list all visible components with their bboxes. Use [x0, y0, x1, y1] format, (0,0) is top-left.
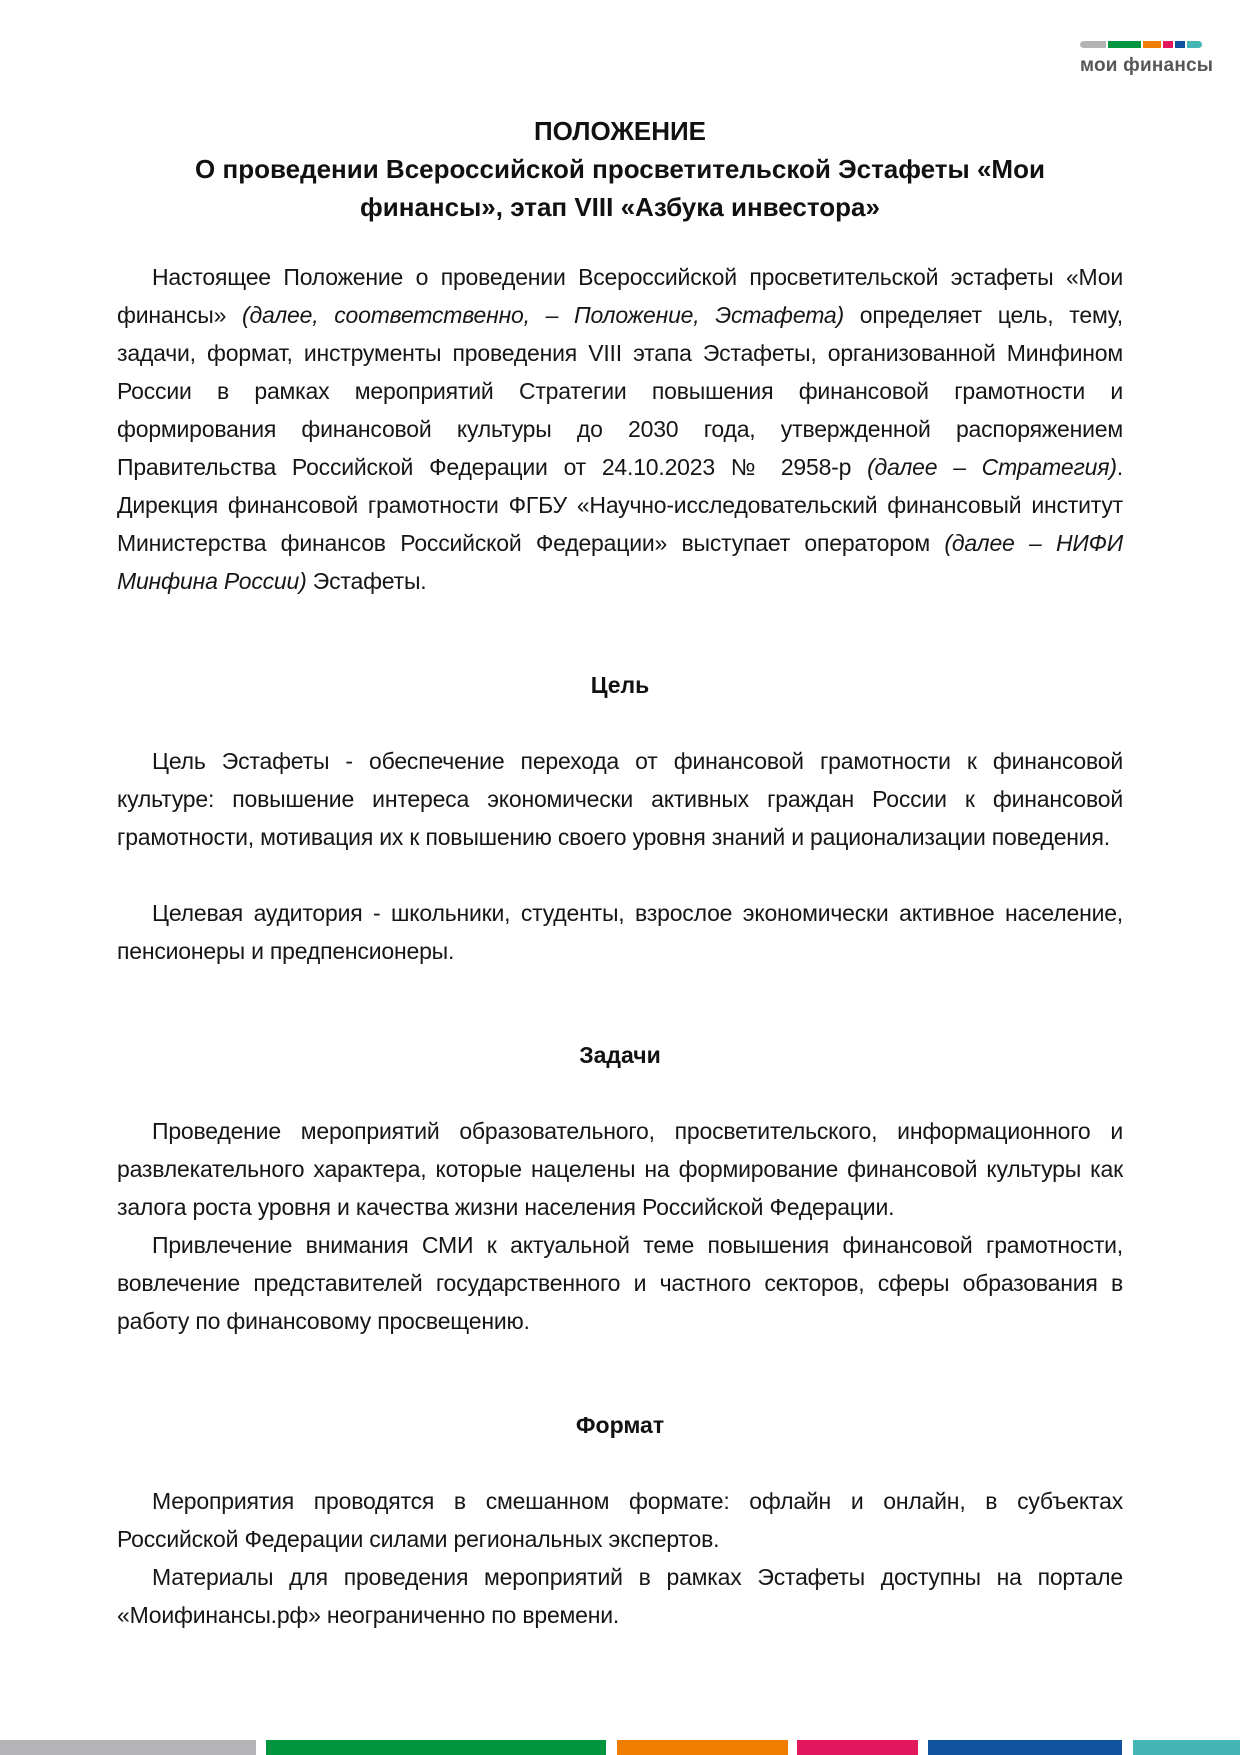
- logo-bar-segment-pink: [1163, 41, 1173, 48]
- goal-paragraph: Цель Эстафеты - обеспечение перехода от финансовой грамотности к финансовой культуре: повышение интереса экономически активных граждан России к финансовой грамотности, мотивация их к повышению своего уровня знаний и рационализации поведения.: [117, 748, 1123, 850]
- footer-segment-orange: [617, 1740, 788, 1755]
- intro-run-italic: (далее – НИФИ Минфина России): [117, 530, 1123, 594]
- section-heading-goal: Цель: [590, 672, 650, 698]
- section-heading-tasks: Задачи: [579, 1042, 661, 1068]
- footer-segment-gray: [0, 1740, 256, 1755]
- intro-paragraph: [117, 258, 1123, 600]
- intro-run-italic: (далее, соответственно, – Положение, Эстафета): [241, 302, 844, 328]
- document-content: [117, 112, 1123, 1634]
- intro-run: определяет цель, тему, задачи, формат, инструменты проведения VIII этапа Эстафеты, организованной Минфином России в рамках мероприятий Стратегии повышения финансовой грамотности и формирования финансовой культуры до 2030 года, утвержденной распоряжением Правительства Российской Федерации от 24.10.2023 № 2958-р: [117, 302, 1123, 480]
- logo-bar-segment-green: [1108, 41, 1141, 48]
- logo-bar-segment-teal: [1187, 41, 1202, 48]
- footer-segment-pink: [797, 1740, 918, 1755]
- format-paragraph-2: Материалы для проведения мероприятий в рамках Эстафеты доступны на портале «Моифинансы.рф» неограниченно по времени.: [117, 1564, 1123, 1628]
- document-title: [117, 112, 1123, 226]
- footer-segment-blue: [928, 1740, 1122, 1755]
- document-title-line2: О проведении Всероссийской просветительской Эстафеты «Мои финансы», этап VIII «Азбука инвестора»: [195, 154, 1045, 222]
- intro-run-italic: (далее – Стратегия): [867, 454, 1117, 480]
- footer-segment-teal: [1133, 1740, 1240, 1755]
- brand-logo-bar-icon: [1080, 41, 1204, 48]
- tasks-paragraph-2: Привлечение внимания СМИ к актуальной теме повышения финансовой грамотности, вовлечение представителей государственного и частного секторов, сферы образования в работу по финансовому просвещению.: [117, 1232, 1123, 1334]
- intro-run: Настоящее Положение о проведении Всероссийской просветительской эстафеты «Мои финансы»: [117, 264, 1123, 328]
- tasks-paragraph-1: Проведение мероприятий образовательного, просветительского, информационного и развлекательного характера, которые нацелены на формирование финансовой культуры как залога роста уровня и качества жизни населения Российской Федерации.: [117, 1118, 1123, 1220]
- footer-color-stripe: [0, 1740, 1240, 1755]
- brand-name: мои финансы: [1080, 55, 1214, 76]
- logo-bar-segment-gray: [1080, 41, 1106, 48]
- audience-paragraph: Целевая аудитория - школьники, студенты, взрослое экономически активное население, пенсионеры и предпенсионеры.: [117, 900, 1123, 964]
- logo-bar-segment-orange: [1143, 41, 1161, 48]
- logo-bar-segment-blue: [1175, 41, 1185, 48]
- brand-logo: [1080, 41, 1214, 77]
- format-paragraph-1: Мероприятия проводятся в смешанном формате: офлайн и онлайн, в субъектах Российской Федерации силами региональных экспертов.: [117, 1488, 1123, 1552]
- intro-run: Эстафеты.: [306, 568, 427, 594]
- intro-run: . Дирекция финансовой грамотности ФГБУ «Научно-исследовательский финансовый институт Министерства финансов Российской Федерации» выступает оператором: [117, 454, 1123, 556]
- footer-segment-green: [266, 1740, 606, 1755]
- section-heading-format: Формат: [575, 1412, 665, 1438]
- document-title-line1: ПОЛОЖЕНИЕ: [533, 116, 707, 146]
